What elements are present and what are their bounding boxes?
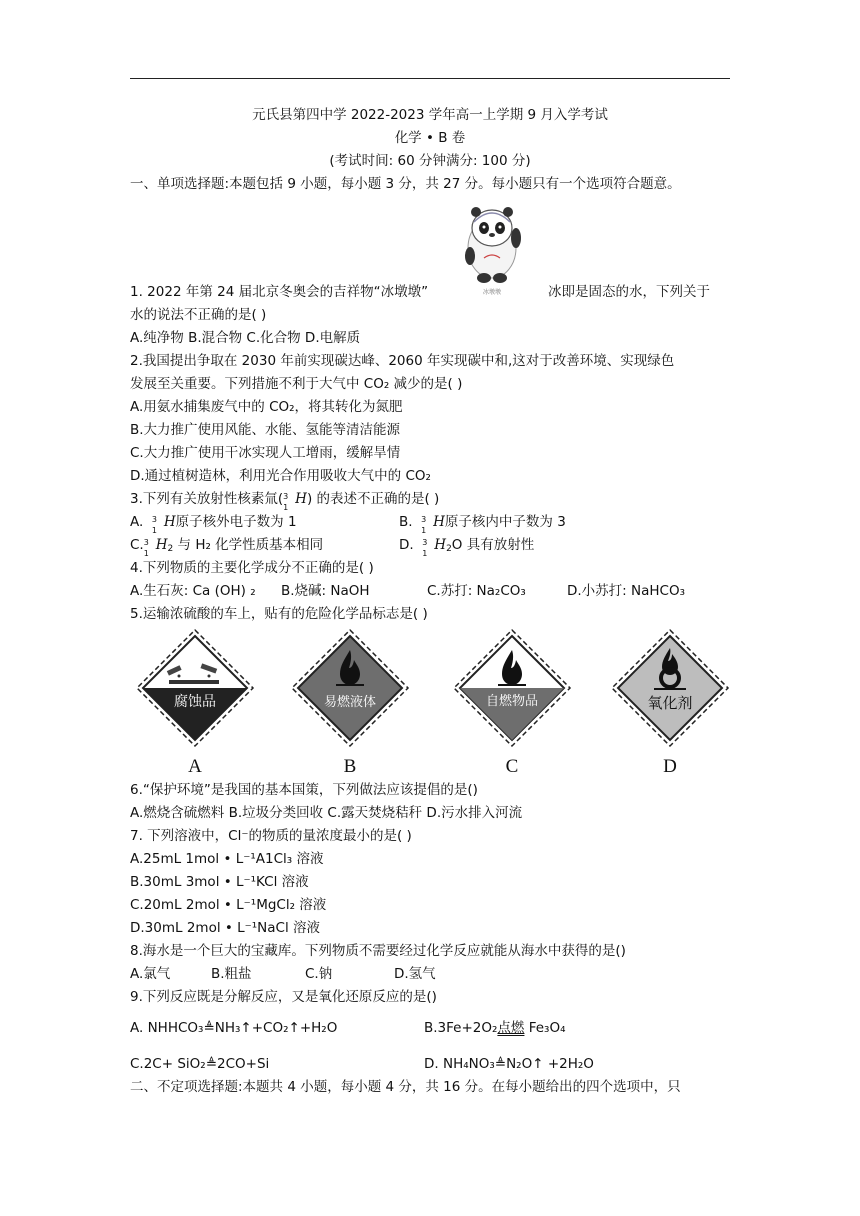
exam-subtitle: 化学 • B 卷 [394, 130, 466, 146]
flammable-liquid-sign [290, 628, 410, 748]
q6-options: A.燃烧含硫燃料 B.垃圾分类回收 C.露天焚烧秸秆 D.污水排入河流 [130, 805, 523, 821]
q2-line2: 发展至关重要。下列措施不利于大气中 CO₂ 减少的是( ) [130, 376, 463, 392]
exam-info: (考试时间: 60 分钟满分: 100 分) [329, 153, 531, 169]
q8-stem: 8.海水是一个巨大的宝藏库。下列物质不需要经过化学反应就能从海水中获得的是() [130, 943, 626, 959]
section2-heading: 二、不定项选择题:本题共 4 小题，每小题 4 分，共 16 分。在每小题给出的四个选项中，只 [130, 1079, 681, 1095]
q9-option-a: A. NHHCO₃≜NH₃↑+CO₂↑+H₂O [130, 1020, 338, 1036]
q7-option-b: B.30mL 3mol • L⁻¹KCl 溶液 [130, 874, 309, 890]
q9-option-d: D. NH₄NO₃≜N₂O↑ +2H₂O [424, 1056, 594, 1072]
q8-option-a: A.氯气 [130, 966, 171, 982]
q6-stem: 6.“保护环境”是我国的基本国策，下列做法应该提倡的是() [130, 782, 478, 798]
reaction-condition: 点燃 [497, 1020, 525, 1036]
oxidizer-sign [610, 628, 730, 748]
q9-option-b: B.3Fe+2O₂点燃 Fe₃O₄ [424, 1020, 566, 1036]
q1-stem-before: 1. 2022 年第 24 届北京冬奥会的吉祥物“冰墩墩” [130, 284, 429, 300]
q2-option-c: C.大力推广使用干冰实现人工增雨，缓解旱情 [130, 445, 401, 461]
q5-stem: 5.运输浓硫酸的车上，贴有的危险化学品标志是( ) [130, 606, 428, 622]
q3-option-a: A. 3 1 H原子核外电子数为 1 [130, 514, 297, 535]
mascot-caption: 冰墩墩 [482, 289, 502, 296]
q7-option-a: A.25mL 1mol • L⁻¹A1Cl₃ 溶液 [130, 851, 324, 867]
isotope-notation: 3 1 [283, 492, 289, 512]
q3-stem-before: 3.下列有关放射性核素氚( [130, 491, 284, 507]
q3-option-b: B. 3 1 H原子核内中子数为 3 [399, 514, 566, 535]
q7-stem: 7. 下列溶液中，Cl⁻的物质的量浓度最小的是( ) [130, 828, 412, 844]
q2-line1: 2.我国提出争取在 2030 年前实现碳达峰、2060 年实现碳中和,这对于改善环境、实现绿色 [130, 353, 675, 369]
q7-option-c: C.20mL 2mol • L⁻¹MgCl₂ 溶液 [130, 897, 327, 913]
corrosive-hazard-sign [135, 628, 255, 748]
sign-c-letter: C [505, 756, 519, 777]
top-rule [130, 78, 730, 79]
exam-title: 元氏县第四中学 2022-2023 学年高一上学期 9 月入学考试 [252, 107, 608, 123]
q4-option-a: A.生石灰: Ca (OH) ₂ [130, 583, 256, 599]
sign-b-letter: B [343, 756, 357, 777]
sign-b-label: 易燃液体 [323, 695, 377, 710]
section1-heading: 一、单项选择题:本题包括 9 小题，每小题 3 分，共 27 分。每小题只有一个选项符合题意。 [130, 176, 681, 192]
sign-d-letter: D [663, 756, 677, 777]
q4-option-d: D.小苏打: NaHCO₃ [567, 583, 686, 599]
q3-stem: 3.下列有关放射性核素氚( 3 1 H) 的表述不正确的是( ) [130, 491, 440, 512]
q9-stem: 9.下列反应既是分解反应，又是氧化还原反应的是() [130, 989, 437, 1005]
sign-d-label: 氧化剂 [647, 694, 693, 712]
q1-line1 [130, 283, 428, 301]
q8-option-b: B.粗盐 [211, 966, 252, 982]
q4-stem: 4.下列物质的主要化学成分不正确的是( ) [130, 560, 374, 576]
sign-c-label: 自燃物品 [485, 694, 539, 709]
q2-option-b: B.大力推广使用风能、水能、氢能等清洁能源 [130, 422, 401, 438]
q4-option-b: B.烧碱: NaOH [281, 583, 370, 599]
bing-dwen-dwen-mascot-image [458, 198, 526, 298]
q1-line2: 水的说法不正确的是( ) [130, 307, 267, 323]
q4-option-c: C.苏打: Na₂CO₃ [427, 583, 526, 599]
spontaneously-combustible-sign [452, 628, 572, 748]
q1-stem-after: 冰即是固态的水，下列关于 [548, 284, 710, 300]
q9-option-c: C.2C+ SiO₂≜2CO+Si [130, 1056, 270, 1072]
q3-option-d: D. 3 1 $H_2O$ 具有放射性 [399, 537, 535, 558]
q3-option-c: C. 3 1 $H_2$ 与 H₂ 化学性质基本相同 [130, 537, 324, 558]
q1-options: A.纯净物 B.混合物 C.化合物 D.电解质 [130, 330, 361, 346]
q3-stem-after: ) 的表述不正确的是( ) [306, 491, 440, 507]
q8-option-c: C.钠 [305, 966, 333, 982]
sign-a-label: 腐蚀品 [174, 694, 216, 710]
q2-option-a: A.用氨水捕集废气中的 CO₂，将其转化为氮肥 [130, 399, 403, 415]
q7-option-d: D.30mL 2mol • L⁻¹NaCl 溶液 [130, 920, 321, 936]
q8-option-d: D.氢气 [394, 966, 436, 982]
sign-a-letter: A [188, 756, 202, 777]
q2-option-d: D.通过植树造林，利用光合作用吸收大气中的 CO₂ [130, 468, 431, 484]
